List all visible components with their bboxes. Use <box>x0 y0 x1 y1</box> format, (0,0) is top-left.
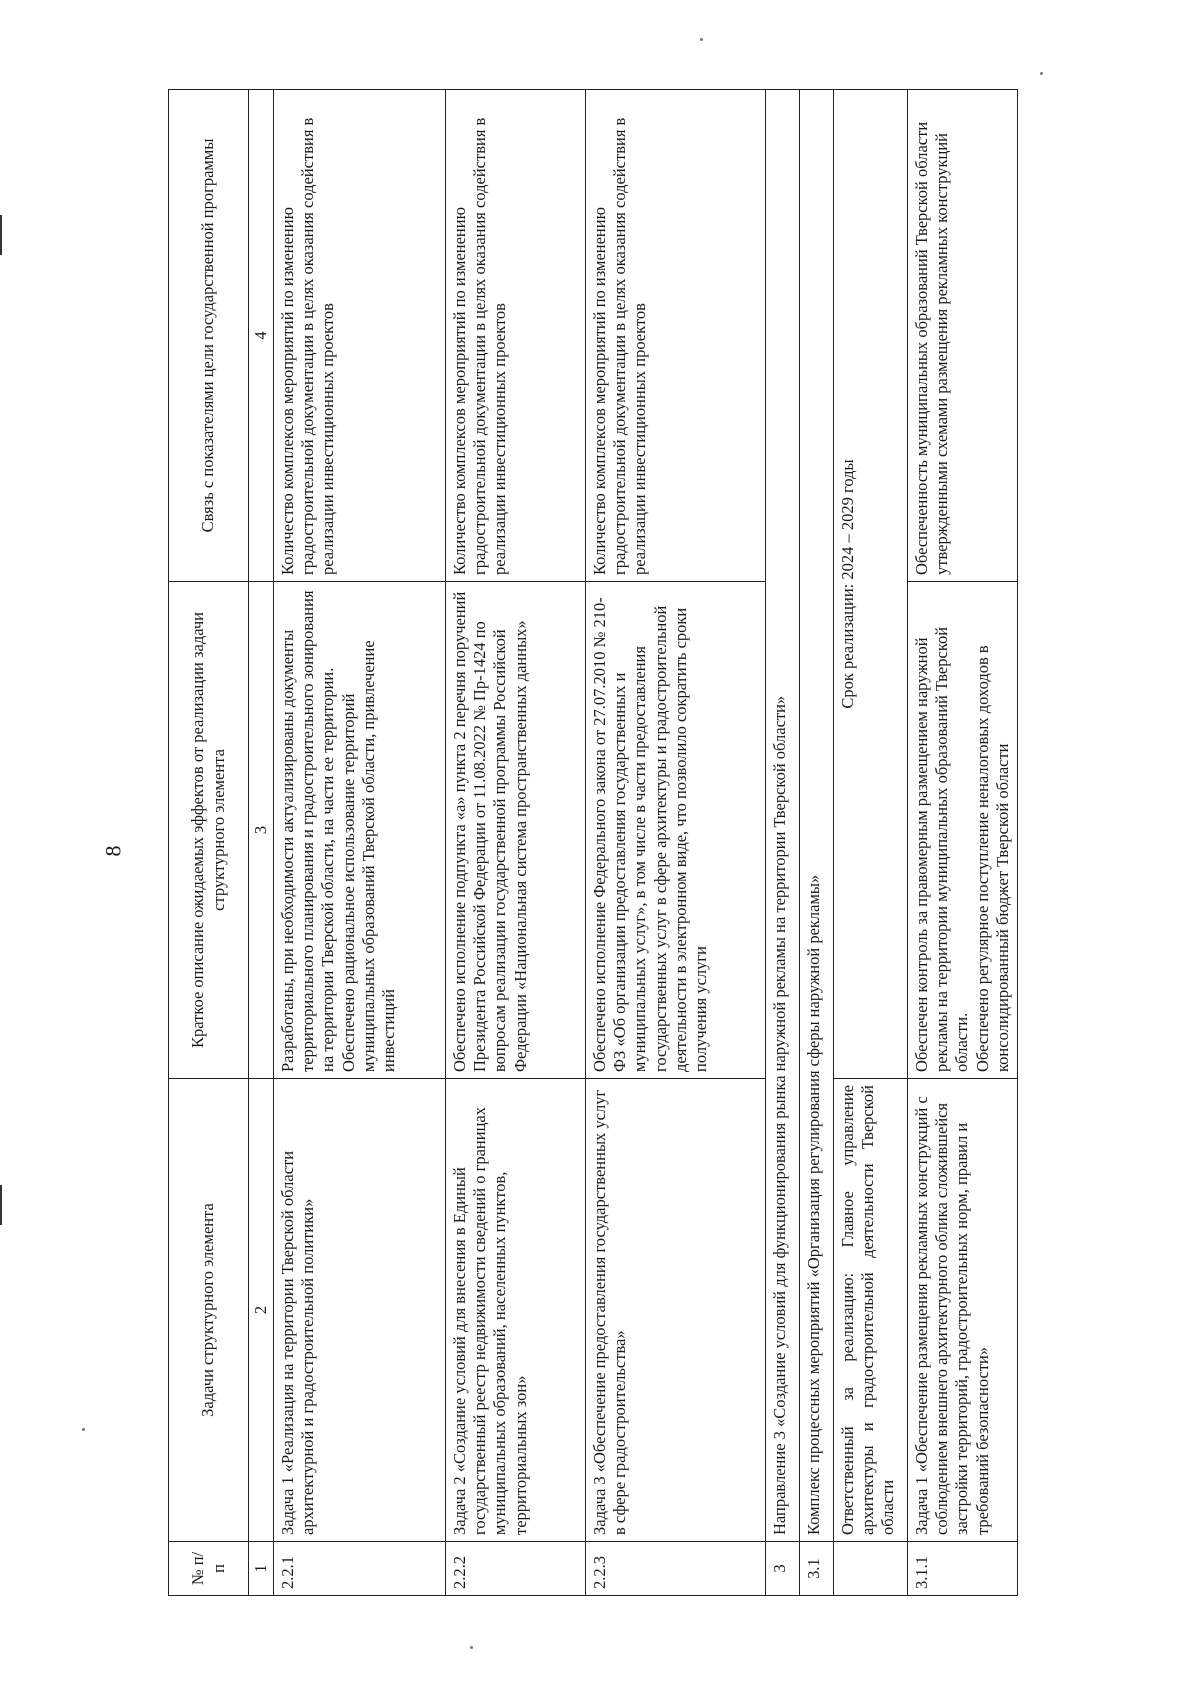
row-effects <box>274 582 446 1079</box>
structural-element-table <box>168 89 1018 1596</box>
responsible-party: Ответственный за реализацию: Главное управление архитектуры и градостроительной деятельности Тверской области <box>834 1079 908 1542</box>
row-link: Количество комплексов мероприятий по изменению градостроительной документации в целях оказания содействия в реализации инвестиционных проектов <box>274 90 446 582</box>
table-row <box>908 90 1018 1596</box>
section-row <box>766 90 800 1596</box>
binder-mark <box>0 215 2 255</box>
row-number: 3.1.1 <box>908 1542 1018 1596</box>
scan-speck <box>1040 72 1043 75</box>
effect-line: Обеспечено рациональное использование территорий муниципальных образований Тверской области, привлечение инвестиций <box>338 640 398 1072</box>
section-number: 3 <box>766 1542 800 1596</box>
subsection-number: 3.1 <box>800 1542 834 1596</box>
page-number: 8 <box>100 845 126 857</box>
row-number: 2.2.1 <box>274 1542 446 1596</box>
effect-line: Обеспечено исполнение подпункта «а» пункта 2 перечня поручений Президента Российской Федерации от 11.08.2022 № Пр-1424 по вопросам реализации государственной программы Российской Федерации «Национальная система пространственных данных» <box>450 591 530 1072</box>
section-title: Направление 3 «Создание условий для функционирования рынка наружной рекламы на территории Тверской области» <box>766 90 800 1542</box>
scan-speck <box>470 1646 473 1649</box>
row-effects <box>586 582 766 1079</box>
effect-line: Разработаны, при необходимости актуализированы документы территориального планирования и градостроительного зонирования на территории Тверской области, на части ее территории. <box>278 590 338 1072</box>
row-task: Задача 1 «Реализация на территории Тверской области архитектурной и градостроительной политики» <box>274 1079 446 1542</box>
row-task: Задача 1 «Обеспечение размещения рекламных конструкций с соблюдением внешнего архитектурного облика сложившейся застройки территорий, градостроительных норм, правил и требований безопасности» <box>908 1079 1018 1542</box>
scan-speck <box>700 38 703 41</box>
effect-line: Обеспечено регулярное поступление неналоговых доходов в консолидированный бюджет Тверской области <box>972 645 1012 1072</box>
effect-line: Обеспечен контроль за правомерным размещением наружной рекламы на территории муниципальных образований Тверской области. <box>912 626 972 1072</box>
scan-speck <box>82 1428 85 1431</box>
subsection-row <box>800 90 834 1596</box>
table-row <box>274 90 446 1596</box>
column-number: 2 <box>249 1079 274 1542</box>
column-number: 3 <box>249 582 274 1079</box>
rotated-table-container <box>168 90 1012 1596</box>
column-number: 1 <box>249 1542 274 1596</box>
table-row <box>586 90 766 1596</box>
implementation-term: Срок реализации: 2024 – 2029 годы <box>834 90 908 1079</box>
empty-cell <box>834 1542 908 1596</box>
row-number: 2.2.3 <box>586 1542 766 1596</box>
table-header-row <box>169 90 249 1596</box>
header-tasks: Задачи структурного элемента <box>169 1079 249 1542</box>
row-task: Задача 2 «Создание условий для внесения в Единый государственный реестр недвижимости сведений о границах муниципальных образований, населенных пунктов, территориальных зон» <box>446 1079 586 1542</box>
effect-line: Обеспечено исполнение Федерального закона от 27.07.2010 № 210-ФЗ «Об организации предоставления государственных и муниципальных услуг», в том числе в части предоставления государственных услуг в сфере архитектуры и градостроительной деятельности в электронном виде, что позволило сократить сроки получения услуги <box>590 597 710 1072</box>
row-effects <box>908 582 1018 1079</box>
row-link: Количество комплексов мероприятий по изменению градостроительной документации в целях оказания содействия в реализации инвестиционных проектов <box>586 90 766 582</box>
row-effects <box>446 582 586 1079</box>
subsection-title: Комплекс процессных мероприятий «Организация регулирования сферы наружной рекламы» <box>800 90 834 1542</box>
row-number: 2.2.2 <box>446 1542 586 1596</box>
column-number: 4 <box>249 90 274 582</box>
table-row <box>446 90 586 1596</box>
row-task: Задача 3 «Обеспечение предоставления государственных услуг в сфере градостроительства» <box>586 1079 766 1542</box>
header-link: Связь с показателями цели государственной программы <box>169 90 249 582</box>
responsible-row <box>834 90 908 1596</box>
binder-mark <box>0 1185 2 1225</box>
header-num: № п/п <box>169 1542 249 1596</box>
header-effects: Краткое описание ожидаемых эффектов от реализации задачи структурного элемента <box>169 582 249 1079</box>
column-number-row <box>249 90 274 1596</box>
row-link: Количество комплексов мероприятий по изменению градостроительной документации в целях оказания содействия в реализации инвестиционных проектов <box>446 90 586 582</box>
row-link: Обеспеченность муниципальных образований Тверской области утвержденными схемами размещения рекламных конструкций <box>908 90 1018 582</box>
